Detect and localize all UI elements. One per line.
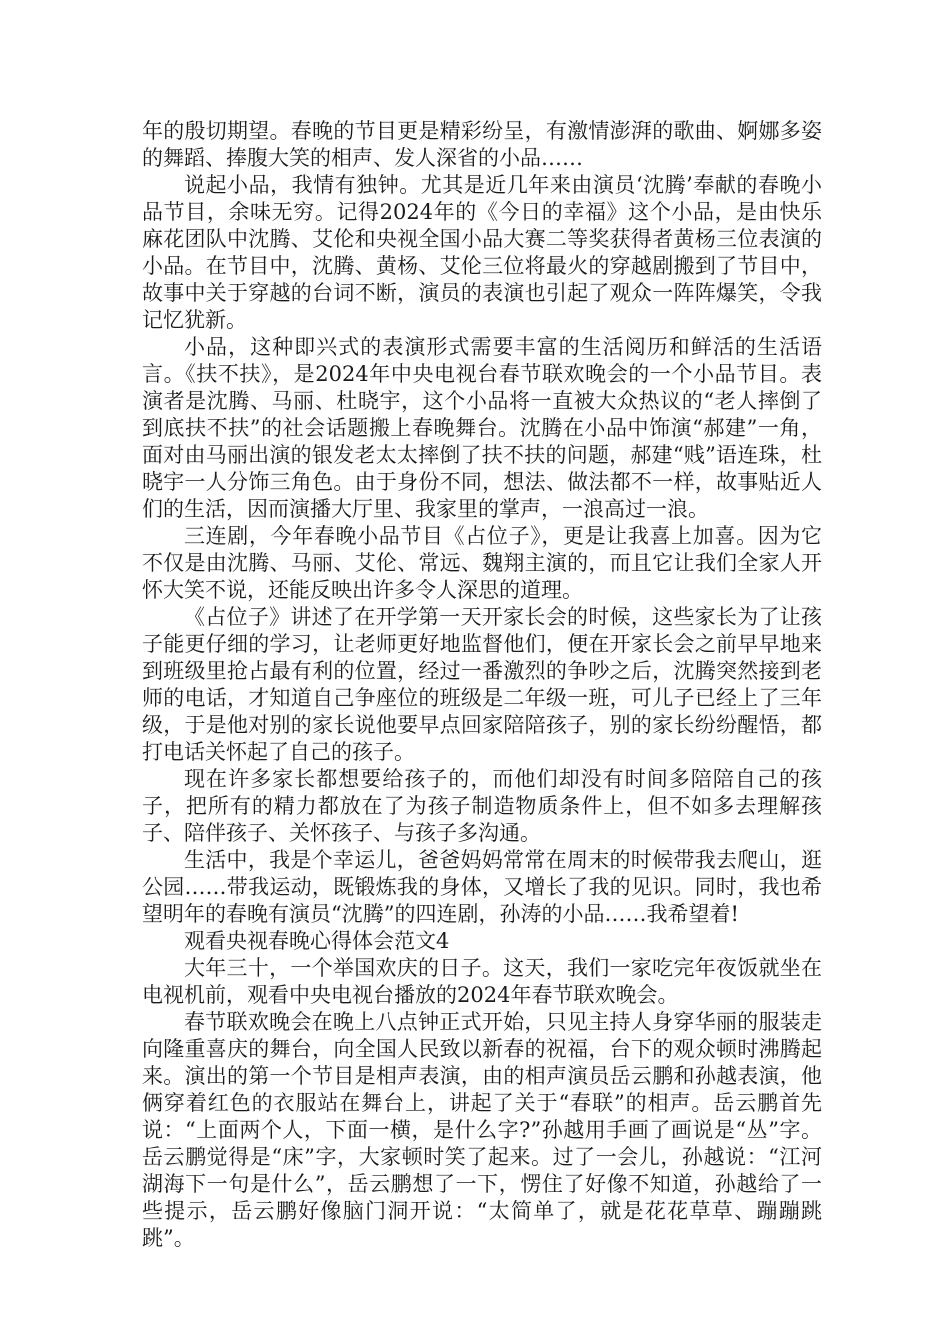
paragraph-gala-start: 春节联欢晚会在晚上八点钟正式开始，只见主持人身穿华丽的服装走向隆重喜庆的舞台，向全国人民致以新春的祝福，台下的观众顿时沸腾起来。演出的第一个节目是相声表演，由的相声演员岳云鹏和孙越表演，他俩穿着红色的衣服站在舞台上，讲起了关于“春联”的相声。岳云鹏首先说：“上面两个人，下面一横，是什么字?”孙越用手画了画说是“丛”字。岳云鹏觉得是“床”字，大家顿时笑了起来。过了一会儿，孙越说：“江河湖海下一句是什么”，岳云鹏想了一下，愣住了好像不知道，孙越给了一些提示，岳云鹏好像脑门洞开说：“太简单了，就是花花草草、蹦蹦跳跳”。: [142, 1010, 822, 1250]
paragraph-xiaopin-intro: 说起小品，我情有独钟。尤其是近几年来由演员‘沈腾’奉献的春晚小品节目，余味无穷。记得2024年的《今日的幸福》这个小品，是由快乐麻花团队中沈腾、艾伦和央视全国小品大赛二等奖获得者黄杨三位表演的小品。在节目中，沈腾、黄杨、艾伦三位将最火的穿越剧搬到了节目中，故事中关于穿越的台词不断，演员的表演也引起了观众一阵阵爆笑，令我记忆犹新。: [142, 173, 822, 332]
paragraph-parents: 现在许多家长都想要给孩子的，而他们却没有时间多陪陪自己的孩子，把所有的精力都放在了为孩子制造物质条件上，但不如多去理解孩子、陪伴孩子、关怀孩子、与孩子多沟通。: [142, 767, 822, 845]
paragraph-continuation: 年的殷切期望。春晚的节目更是精彩纷呈，有激情澎湃的歌曲、婀娜多姿的舞蹈、捧腹大笑的相声、发人深省的小品……: [142, 119, 822, 170]
paragraph-new-year-eve: 大年三十，一个举国欢庆的日子。这天，我们一家吃完年夜饭就坐在电视机前，观看中央电视台播放的2024年春节联欢晚会。: [142, 956, 822, 1007]
paragraph-zhanweizi-intro: 三连剧，今年春晚小品节目《占位子》，更是让我喜上加喜。因为它不仅是由沈腾、马丽、艾伦、常远、魏翔主演的，而且它让我们全家人开怀大笑不说，还能反映出许多令人深思的道理。: [142, 524, 822, 602]
paragraph-life: 生活中，我是个幸运儿，爸爸妈妈常常在周末的时候带我去爬山，逛公园……带我运动，既锻炼我的身体，又增长了我的见识。同时，我也希望明年的春晚有演员“沈腾”的四连剧，孙涛的小品……我希望着!: [142, 848, 822, 926]
document-body: [142, 118, 822, 1252]
paragraph-fubufu: 小品，这种即兴式的表演形式需要丰富的生活阅历和鲜活的生活语言。《扶不扶》，是2024年中央电视台春节联欢晚会的一个小品节目。表演者是沈腾、马丽、杜晓宇，这个小品将一直被大众热议的“老人摔倒了到底扶不扶”的社会话题搬上春晚舞台。沈腾在小品中饰演“郝建”一角，面对由马丽出演的银发老太太摔倒了扶不扶的问题，郝建“贱”语连珠，杜晓宇一人分饰三角色。由于身份不同，想法、做法都不一样，故事贴近人们的生活，因而演播大厅里、我家里的掌声，一浪高过一浪。: [142, 335, 822, 521]
section-heading: 观看央视春晚心得体会范文4: [184, 929, 450, 953]
paragraph-zhanweizi-story: 《占位子》讲述了在开学第一天开家长会的时候，这些家长为了让孩子能更仔细的学习，让老师更好地监督他们，便在开家长会之前早早地来到班级里抢占最有利的位置，经过一番激烈的争吵之后，沈腾突然接到老师的电话，才知道自己争座位的班级是二年级一班，可儿子已经上了三年级，于是他对别的家长说他要早点回家陪陪孩子，别的家长纷纷醒悟，都打电话关怀起了自己的孩子。: [142, 605, 822, 764]
